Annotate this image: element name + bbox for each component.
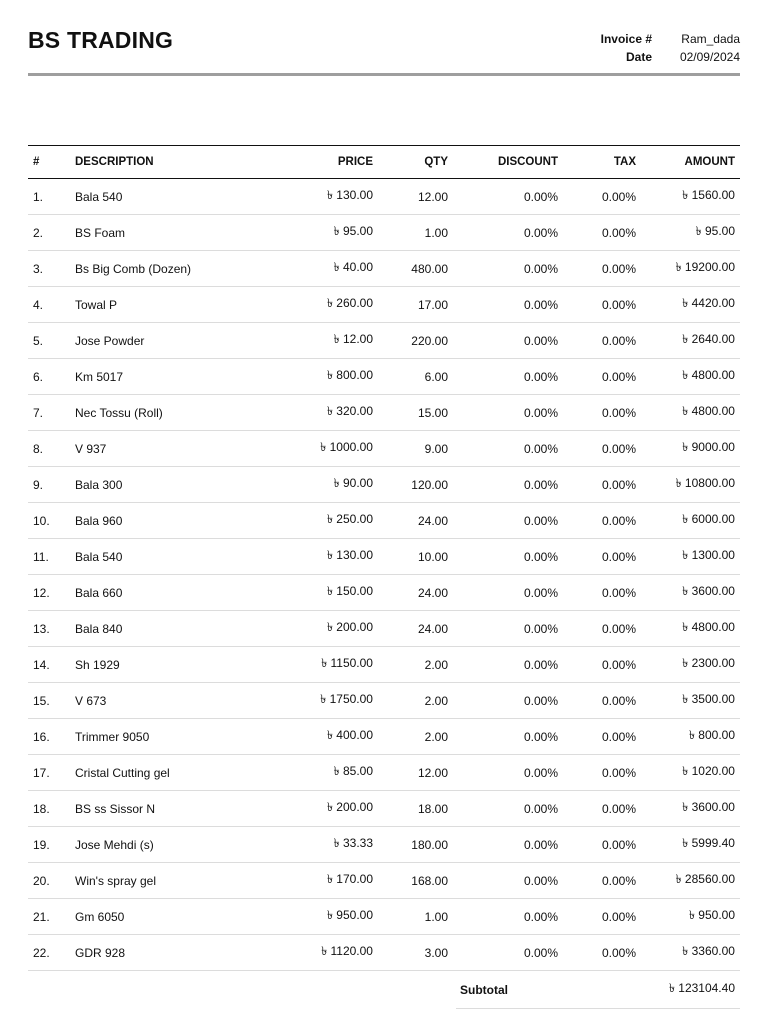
item-tax: 0.00%: [563, 611, 641, 647]
item-qty: 1.00: [378, 215, 453, 251]
item-discount: 0.00%: [453, 899, 563, 935]
item-tax: 0.00%: [563, 503, 641, 539]
item-amount: ৳ 2300.00: [641, 647, 740, 683]
item-description: Bala 660: [70, 575, 250, 611]
item-tax: 0.00%: [563, 179, 641, 215]
table-row: [28, 575, 740, 611]
item-description: Towal P: [70, 287, 250, 323]
col-header-discount: DISCOUNT: [453, 146, 563, 179]
table-row: [28, 539, 740, 575]
item-discount: 0.00%: [453, 287, 563, 323]
item-description: Bala 540: [70, 179, 250, 215]
item-qty: 120.00: [378, 467, 453, 503]
subtotal-value: ৳ 123104.40: [668, 980, 735, 995]
subtotal-row: [456, 971, 740, 1009]
item-amount: ৳ 3600.00: [641, 791, 740, 827]
item-amount: ৳ 4420.00: [641, 287, 740, 323]
item-number: 14.: [28, 647, 70, 683]
item-description: Trimmer 9050: [70, 719, 250, 755]
item-discount: 0.00%: [453, 539, 563, 575]
item-discount: 0.00%: [453, 935, 563, 971]
table-row: [28, 359, 740, 395]
item-qty: 24.00: [378, 611, 453, 647]
item-discount: 0.00%: [453, 431, 563, 467]
item-description: Jose Mehdi (s): [70, 827, 250, 863]
table-row: [28, 503, 740, 539]
table-row: [28, 791, 740, 827]
table-row: [28, 683, 740, 719]
item-qty: 12.00: [378, 179, 453, 215]
item-description: BS ss Sissor N: [70, 791, 250, 827]
item-description: Bala 840: [70, 611, 250, 647]
item-number: 20.: [28, 863, 70, 899]
item-number: 1.: [28, 179, 70, 215]
item-discount: 0.00%: [453, 791, 563, 827]
invoice-date: 02/09/2024: [679, 50, 740, 64]
item-price: ৳ 170.00: [250, 863, 378, 899]
item-description: Gm 6050: [70, 899, 250, 935]
table-row: [28, 179, 740, 215]
table-row: [28, 935, 740, 971]
item-price: ৳ 260.00: [250, 287, 378, 323]
item-price: ৳ 200.00: [250, 611, 378, 647]
item-qty: 480.00: [378, 251, 453, 287]
item-price: ৳ 130.00: [250, 179, 378, 215]
item-tax: 0.00%: [563, 863, 641, 899]
table-row: [28, 719, 740, 755]
invoice-date-row: [562, 48, 740, 66]
item-qty: 2.00: [378, 647, 453, 683]
item-description: Cristal Cutting gel: [70, 755, 250, 791]
item-price: ৳ 12.00: [250, 323, 378, 359]
item-number: 15.: [28, 683, 70, 719]
item-price: ৳ 1750.00: [250, 683, 378, 719]
item-qty: 9.00: [378, 431, 453, 467]
item-discount: 0.00%: [453, 503, 563, 539]
item-amount: ৳ 3360.00: [641, 935, 740, 971]
item-amount: ৳ 3600.00: [641, 575, 740, 611]
invoice-number-label: Invoice #: [600, 32, 652, 46]
item-amount: ৳ 4800.00: [641, 611, 740, 647]
item-amount: ৳ 19200.00: [641, 251, 740, 287]
item-qty: 6.00: [378, 359, 453, 395]
subtotal-label: Subtotal: [460, 982, 508, 997]
item-price: ৳ 800.00: [250, 359, 378, 395]
item-number: 6.: [28, 359, 70, 395]
col-header-description: DESCRIPTION: [70, 146, 250, 179]
table-row: [28, 395, 740, 431]
item-description: Bala 960: [70, 503, 250, 539]
item-number: 21.: [28, 899, 70, 935]
item-qty: 2.00: [378, 683, 453, 719]
invoice-number: Ram_dada: [681, 32, 740, 46]
item-tax: 0.00%: [563, 755, 641, 791]
table-row: [28, 827, 740, 863]
item-number: 5.: [28, 323, 70, 359]
item-description: GDR 928: [70, 935, 250, 971]
item-tax: 0.00%: [563, 251, 641, 287]
item-discount: 0.00%: [453, 215, 563, 251]
invoice-items-table: [28, 145, 740, 971]
item-qty: 15.00: [378, 395, 453, 431]
item-price: ৳ 950.00: [250, 899, 378, 935]
item-description: Nec Tossu (Roll): [70, 395, 250, 431]
item-number: 3.: [28, 251, 70, 287]
item-number: 2.: [28, 215, 70, 251]
item-qty: 3.00: [378, 935, 453, 971]
item-tax: 0.00%: [563, 575, 641, 611]
table-row: [28, 899, 740, 935]
item-amount: ৳ 950.00: [641, 899, 740, 935]
item-tax: 0.00%: [563, 683, 641, 719]
item-description: Sh 1929: [70, 647, 250, 683]
item-number: 4.: [28, 287, 70, 323]
item-amount: ৳ 9000.00: [641, 431, 740, 467]
invoice-number-row: [562, 30, 740, 48]
item-amount: ৳ 4800.00: [641, 395, 740, 431]
item-number: 19.: [28, 827, 70, 863]
table-row: [28, 863, 740, 899]
item-tax: 0.00%: [563, 899, 641, 935]
item-tax: 0.00%: [563, 359, 641, 395]
item-description: Win's spray gel: [70, 863, 250, 899]
item-discount: 0.00%: [453, 179, 563, 215]
table-row: [28, 647, 740, 683]
item-tax: 0.00%: [563, 647, 641, 683]
item-amount: ৳ 4800.00: [641, 359, 740, 395]
item-description: V 673: [70, 683, 250, 719]
table-row: [28, 467, 740, 503]
item-number: 22.: [28, 935, 70, 971]
item-number: 16.: [28, 719, 70, 755]
item-price: ৳ 130.00: [250, 539, 378, 575]
item-description: Bala 300: [70, 467, 250, 503]
item-qty: 24.00: [378, 575, 453, 611]
item-tax: 0.00%: [563, 287, 641, 323]
item-number: 18.: [28, 791, 70, 827]
item-qty: 18.00: [378, 791, 453, 827]
item-amount: ৳ 1020.00: [641, 755, 740, 791]
item-amount: ৳ 1560.00: [641, 179, 740, 215]
item-number: 7.: [28, 395, 70, 431]
item-amount: ৳ 95.00: [641, 215, 740, 251]
item-qty: 24.00: [378, 503, 453, 539]
item-tax: 0.00%: [563, 539, 641, 575]
item-tax: 0.00%: [563, 395, 641, 431]
item-price: ৳ 150.00: [250, 575, 378, 611]
item-amount: ৳ 3500.00: [641, 683, 740, 719]
item-tax: 0.00%: [563, 719, 641, 755]
item-discount: 0.00%: [453, 467, 563, 503]
item-tax: 0.00%: [563, 431, 641, 467]
item-discount: 0.00%: [453, 863, 563, 899]
item-description: V 937: [70, 431, 250, 467]
item-price: ৳ 1150.00: [250, 647, 378, 683]
item-discount: 0.00%: [453, 359, 563, 395]
item-price: ৳ 400.00: [250, 719, 378, 755]
item-price: ৳ 1000.00: [250, 431, 378, 467]
item-number: 10.: [28, 503, 70, 539]
item-discount: 0.00%: [453, 647, 563, 683]
item-price: ৳ 320.00: [250, 395, 378, 431]
item-tax: 0.00%: [563, 467, 641, 503]
col-header-tax: TAX: [563, 146, 641, 179]
item-tax: 0.00%: [563, 935, 641, 971]
item-amount: ৳ 1300.00: [641, 539, 740, 575]
item-qty: 17.00: [378, 287, 453, 323]
item-amount: ৳ 5999.40: [641, 827, 740, 863]
item-qty: 10.00: [378, 539, 453, 575]
item-amount: ৳ 800.00: [641, 719, 740, 755]
table-row: [28, 755, 740, 791]
item-tax: 0.00%: [563, 215, 641, 251]
item-discount: 0.00%: [453, 611, 563, 647]
item-amount: ৳ 6000.00: [641, 503, 740, 539]
item-amount: ৳ 10800.00: [641, 467, 740, 503]
item-qty: 12.00: [378, 755, 453, 791]
item-number: 11.: [28, 539, 70, 575]
item-price: ৳ 250.00: [250, 503, 378, 539]
invoice-date-label: Date: [625, 50, 652, 64]
item-tax: 0.00%: [563, 827, 641, 863]
col-header-amount: AMOUNT: [641, 146, 740, 179]
item-discount: 0.00%: [453, 755, 563, 791]
item-description: Bala 540: [70, 539, 250, 575]
table-row: [28, 323, 740, 359]
item-qty: 220.00: [378, 323, 453, 359]
item-description: Jose Powder: [70, 323, 250, 359]
table-row: [28, 431, 740, 467]
item-qty: 2.00: [378, 719, 453, 755]
item-number: 13.: [28, 611, 70, 647]
item-number: 17.: [28, 755, 70, 791]
item-price: ৳ 200.00: [250, 791, 378, 827]
table-row: [28, 251, 740, 287]
header-divider: [28, 73, 740, 76]
item-price: ৳ 40.00: [250, 251, 378, 287]
item-description: Km 5017: [70, 359, 250, 395]
item-price: ৳ 95.00: [250, 215, 378, 251]
item-discount: 0.00%: [453, 827, 563, 863]
item-tax: 0.00%: [563, 323, 641, 359]
item-price: ৳ 33.33: [250, 827, 378, 863]
col-header-qty: QTY: [378, 146, 453, 179]
table-row: [28, 215, 740, 251]
item-discount: 0.00%: [453, 395, 563, 431]
col-header-price: PRICE: [250, 146, 378, 179]
items-body: [28, 179, 740, 971]
item-price: ৳ 90.00: [250, 467, 378, 503]
item-number: 8.: [28, 431, 70, 467]
item-qty: 168.00: [378, 863, 453, 899]
table-row: [28, 611, 740, 647]
item-amount: ৳ 2640.00: [641, 323, 740, 359]
item-price: ৳ 1120.00: [250, 935, 378, 971]
invoice-meta: [562, 30, 740, 66]
item-number: 12.: [28, 575, 70, 611]
item-discount: 0.00%: [453, 575, 563, 611]
item-discount: 0.00%: [453, 719, 563, 755]
item-description: Bs Big Comb (Dozen): [70, 251, 250, 287]
item-qty: 1.00: [378, 899, 453, 935]
item-price: ৳ 85.00: [250, 755, 378, 791]
item-discount: 0.00%: [453, 323, 563, 359]
item-amount: ৳ 28560.00: [641, 863, 740, 899]
table-row: [28, 287, 740, 323]
item-number: 9.: [28, 467, 70, 503]
item-discount: 0.00%: [453, 251, 563, 287]
item-discount: 0.00%: [453, 683, 563, 719]
company-name: BS TRADING: [28, 27, 174, 53]
item-tax: 0.00%: [563, 791, 641, 827]
col-header-number: #: [28, 146, 70, 179]
table-header-row: [28, 146, 740, 179]
item-qty: 180.00: [378, 827, 453, 863]
item-description: BS Foam: [70, 215, 250, 251]
